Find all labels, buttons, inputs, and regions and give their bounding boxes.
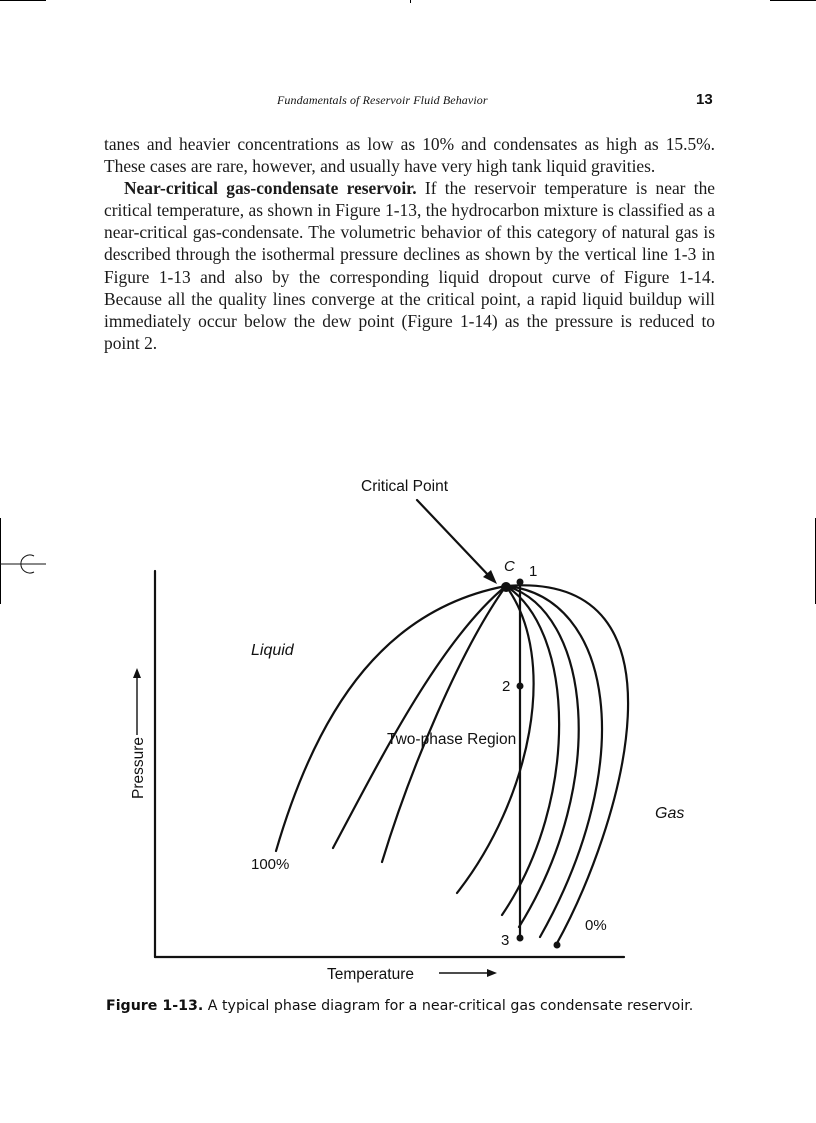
point-3-dot [517,935,524,942]
point-1-label: 1 [529,563,538,580]
paragraph-2-text: If the reservoir temperature is near the critical temperature, as shown in Figure 1-13, the hydrocarbon mixture is classified as a near-critical gas-condensate. The volumetric behavior of this category of natural gas is described through the isothermal pressure declines as shown by the vertical line 1-3 in Figure 1-13 and also by the corresponding liquid dropout curve of Figure 1-14. Because all the quality lines converge at the critical point, a rapid liquid buildup will immediately occur below the dew point (Figure 1-14) as the pressure is reduced to point 2. [104,178,715,353]
quality-100-label: 100% [251,856,290,873]
critical-point-dot [501,582,511,592]
page-number: 13 [696,91,713,108]
point-2-label: 2 [502,678,511,695]
pressure-axis-label: Pressure [130,736,147,799]
critical-point-label: Critical Point [361,478,448,495]
paragraph-2-heading: Near-critical gas-condensate reservoir. [124,178,417,199]
temperature-axis-label: Temperature [327,966,415,983]
pressure-arrowhead [133,668,141,678]
quality-0-label: 0% [585,917,607,934]
running-header-title: Fundamentals of Reservoir Fluid Behavior [277,93,488,107]
figure-caption-label: Figure 1-13. [106,998,204,1014]
critical-point-c-label: C [504,558,515,575]
paragraph-1: tanes and heavier concentrations as low as 10% and condensates as high as 15.5%. These cases are rare, however, and usually have very high tank liquid gravities. [104,134,715,177]
quality-line-5 [506,586,579,927]
point-1-dot [517,579,524,586]
dew-curve-end-dot [554,942,561,949]
two-phase-region-label: Two-phase Region [387,731,517,748]
bubble-point-curve [276,586,506,851]
liquid-region-label: Liquid [251,642,294,659]
temperature-arrowhead [487,969,497,977]
dew-point-curve [506,585,628,945]
figure-caption [106,998,693,1014]
point-2-dot [517,683,524,690]
gas-region-label: Gas [655,805,685,822]
critical-point-arrow-shaft [417,500,490,577]
point-3-label: 3 [501,932,510,949]
figure-caption-text: A typical phase diagram for a near-critical gas condensate reservoir. [203,998,694,1014]
